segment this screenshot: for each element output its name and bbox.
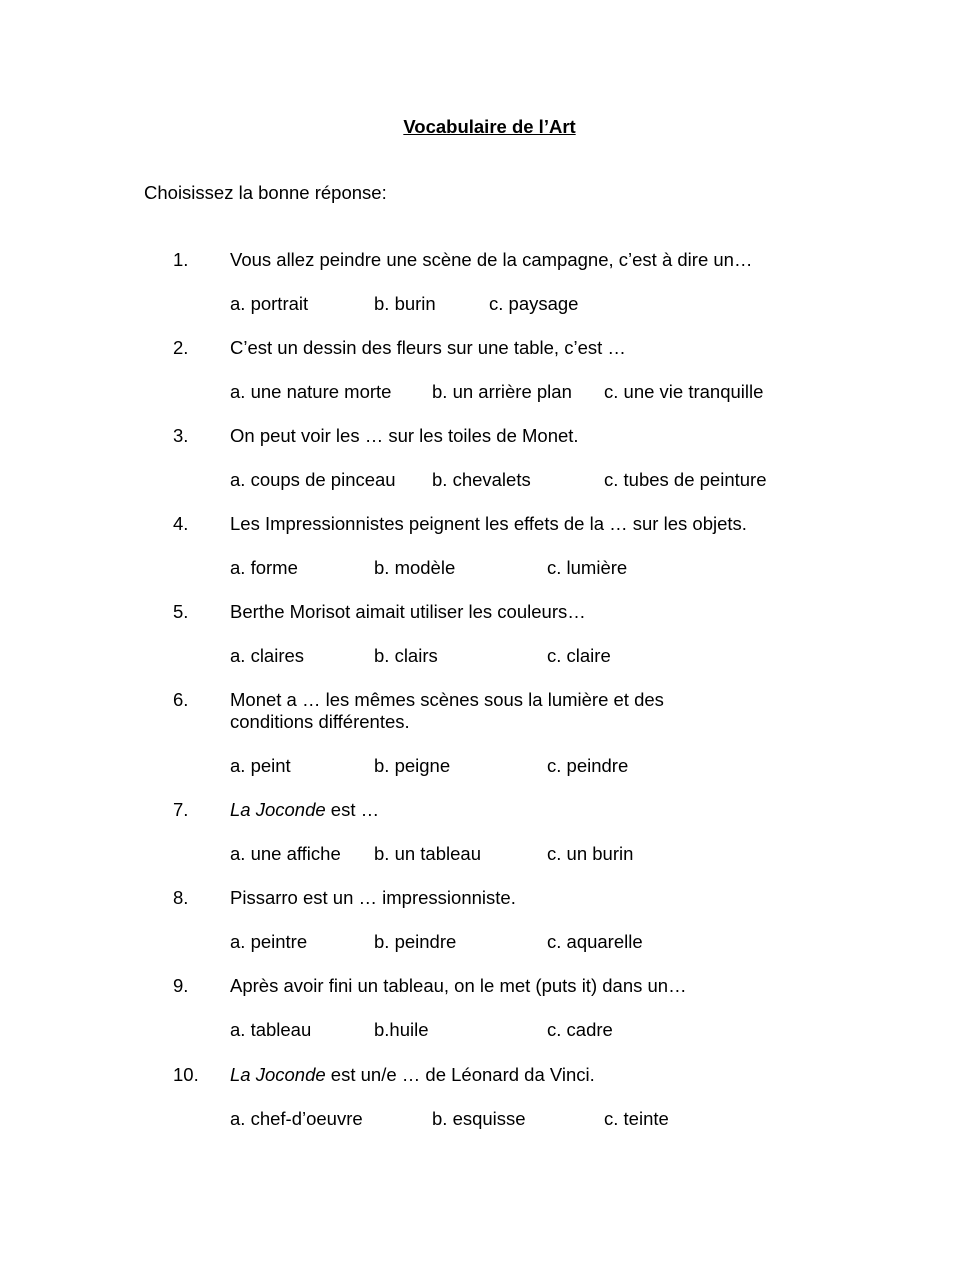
question-number: 8. <box>173 887 189 908</box>
question-number: 2. <box>173 337 189 358</box>
question-text: Vous allez peindre une scène de la campagne, c’est à dire un… <box>230 249 753 270</box>
option-c: c. teinte <box>604 1108 669 1129</box>
option-a: a. portrait <box>230 293 309 314</box>
question-text-line-1: Monet a … les mêmes scènes sous la lumière et des <box>230 689 664 710</box>
question-number: 3. <box>173 425 189 446</box>
option-a: a. chef-d’oeuvre <box>230 1108 363 1129</box>
option-a: a. tableau <box>230 1019 312 1040</box>
question-number: 10. <box>173 1064 199 1085</box>
question-text: Berthe Morisot aimait utiliser les couleurs… <box>230 601 586 622</box>
option-b: b. burin <box>374 293 436 314</box>
option-a: a. peintre <box>230 931 308 952</box>
artwork-title: La Joconde <box>230 799 326 820</box>
option-c: c. un burin <box>547 843 634 864</box>
option-b: b. chevalets <box>432 469 531 490</box>
option-b: b. modèle <box>374 557 456 578</box>
question-number: 1. <box>173 249 189 270</box>
option-c: c. peindre <box>547 755 629 776</box>
option-b: b. clairs <box>374 645 438 666</box>
question-text-rest: est un/e … de Léonard da Vinci. <box>325 1064 595 1085</box>
question-text: On peut voir les … sur les toiles de Monet. <box>230 425 579 446</box>
question-text: C’est un dessin des fleurs sur une table, c’est … <box>230 337 626 358</box>
option-b: b. un arrière plan <box>432 381 572 402</box>
question-text: Après avoir fini un tableau, on le met (puts it) dans un… <box>230 975 687 996</box>
page-title: Vocabulaire de l’Art <box>403 116 576 137</box>
question-text <box>230 1064 790 1086</box>
question-number: 9. <box>173 975 189 996</box>
question-number: 5. <box>173 601 189 622</box>
artwork-title: La Joconde <box>230 1064 326 1085</box>
option-c: c. aquarelle <box>547 931 643 952</box>
question-text <box>230 799 790 821</box>
question-number: 6. <box>173 689 189 710</box>
option-c: c. une vie tranquille <box>604 381 764 402</box>
option-b: b. esquisse <box>432 1108 526 1129</box>
option-c: c. tubes de peinture <box>604 469 767 490</box>
question-text-rest: est … <box>325 799 380 820</box>
option-c: c. claire <box>547 645 611 666</box>
option-c: c. paysage <box>489 293 579 314</box>
option-a: a. une affiche <box>230 843 341 864</box>
option-c: c. cadre <box>547 1019 613 1040</box>
question-text: Pissarro est un … impressionniste. <box>230 887 516 908</box>
option-a: a. une nature morte <box>230 381 392 402</box>
option-c: c. lumière <box>547 557 628 578</box>
instruction-text: Choisissez la bonne réponse: <box>144 182 387 203</box>
option-b: b. peindre <box>374 931 457 952</box>
question-number: 7. <box>173 799 189 820</box>
option-a: a. forme <box>230 557 298 578</box>
option-b: b. un tableau <box>374 843 481 864</box>
option-b: b. peigne <box>374 755 451 776</box>
option-b: b.huile <box>374 1019 429 1040</box>
question-text-line-2: conditions différentes. <box>230 711 410 732</box>
option-a: a. coups de pinceau <box>230 469 396 490</box>
question-number: 4. <box>173 513 189 534</box>
option-a: a. claires <box>230 645 305 666</box>
option-a: a. peint <box>230 755 291 776</box>
question-text: Les Impressionnistes peignent les effets de la … sur les objets. <box>230 513 747 534</box>
